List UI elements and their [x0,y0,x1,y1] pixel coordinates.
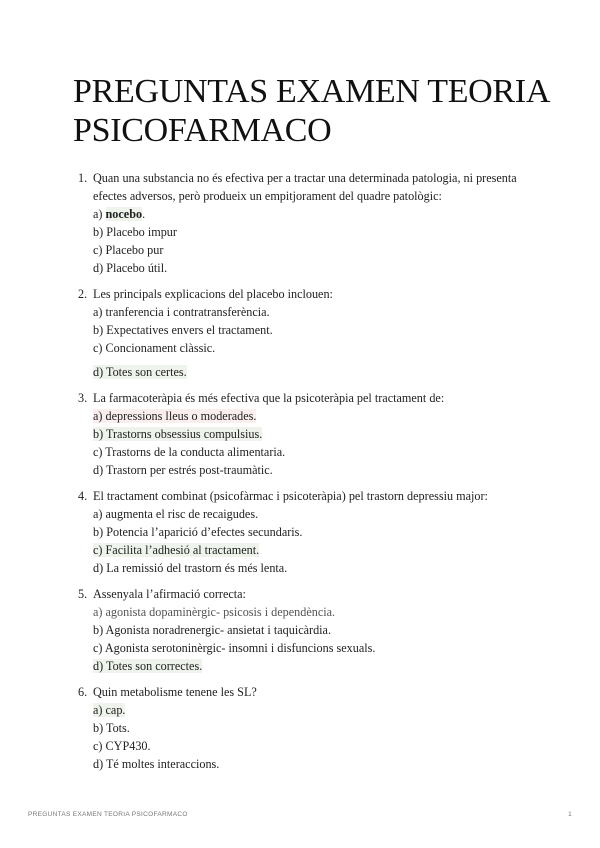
question-text: Quin metabolisme tenene les SL? [93,685,257,699]
option-d: d) Té moltes interaccions. [93,757,220,771]
highlighted-answer: nocebo [105,207,143,221]
option-prefix: a) [93,207,106,221]
question-4 [78,487,538,577]
question-text: Les principals explicacions del placebo inclouen: [93,287,333,301]
question-text: Assenyala l’afirmació correcta: [93,587,246,601]
question-5 [78,585,538,675]
page-footer [28,811,572,818]
option-a [93,407,538,425]
option-c [93,541,538,559]
option-a [93,701,538,719]
highlighted-answer: d) Totes son certes. [93,365,187,379]
option-b [93,425,538,443]
option-a: a) agonista dopaminèrgic- psicosis i dependència. [93,605,336,619]
footer-title: PREGUNTAS EXAMEN TEORIA PSICOFARMACO [28,811,188,818]
option-a: a) tranferencia i contratransferència. [93,305,270,319]
highlighted-option: a) depressions lleus o moderades. [93,409,257,423]
option-d: d) Placebo útil. [93,261,168,275]
option-c: c) Placebo pur [93,243,164,257]
option-a: a) augmenta el risc de recaigudes. [93,507,259,521]
option-suffix: . [142,207,146,221]
option-d: d) La remissió del trastorn és més lenta. [93,561,288,575]
option-b: b) Agonista noradrenergic- ansietat i taquicàrdia. [93,623,332,637]
highlighted-answer: a) cap. [93,703,126,717]
highlighted-answer: b) Trastorns obsessius compulsius. [93,427,263,441]
question-text: Quan una substancia no és efectiva per a tractar una determinada patologia, ni presenta efectes adversos, però produeix un empitjorament del quadre patològic: [93,171,517,203]
option-d [93,657,538,675]
question-number: 4. [78,489,88,503]
question-number: 6. [78,685,88,699]
option-b: b) Tots. [93,721,130,735]
question-6 [78,683,538,773]
question-number: 2. [78,287,88,301]
highlighted-answer: c) Facilita l’adhesió al tractament. [93,543,260,557]
page-number: 1 [568,811,572,818]
title-line-2: PSICOFARMACO [73,112,332,149]
option-c: c) Agonista serotoninèrgic- insomni i disfuncions sexuals. [93,641,376,655]
option-d [93,363,538,381]
question-text: El tractament combinat (psicofàrmac i psicoteràpia) pel trastorn depressiu major: [93,489,488,503]
question-3 [78,389,538,479]
option-d: d) Trastorn per estrés post-traumàtic. [93,463,273,477]
highlighted-answer: d) Totes son correctes. [93,659,203,673]
option-b: b) Potencia l’aparició d’efectes secundaris. [93,525,303,539]
question-list [78,169,538,781]
question-text: La farmacoteràpia és més efectiva que la psicoteràpia pel tractament de: [93,391,445,405]
question-2 [78,285,538,381]
option-c: c) CYP430. [93,739,151,753]
title-line-1: PREGUNTAS EXAMEN TEORIA [73,73,551,110]
option-b: b) Placebo impur [93,225,177,239]
document-title [73,72,550,150]
question-number: 5. [78,587,88,601]
option-a [93,205,538,223]
question-number: 1. [78,171,88,185]
option-b: b) Expectatives envers el tractament. [93,323,273,337]
question-1 [78,169,538,277]
question-number: 3. [78,391,88,405]
option-c: c) Concionament clàssic. [93,341,216,355]
option-c: c) Trastorns de la conducta alimentaria. [93,445,286,459]
